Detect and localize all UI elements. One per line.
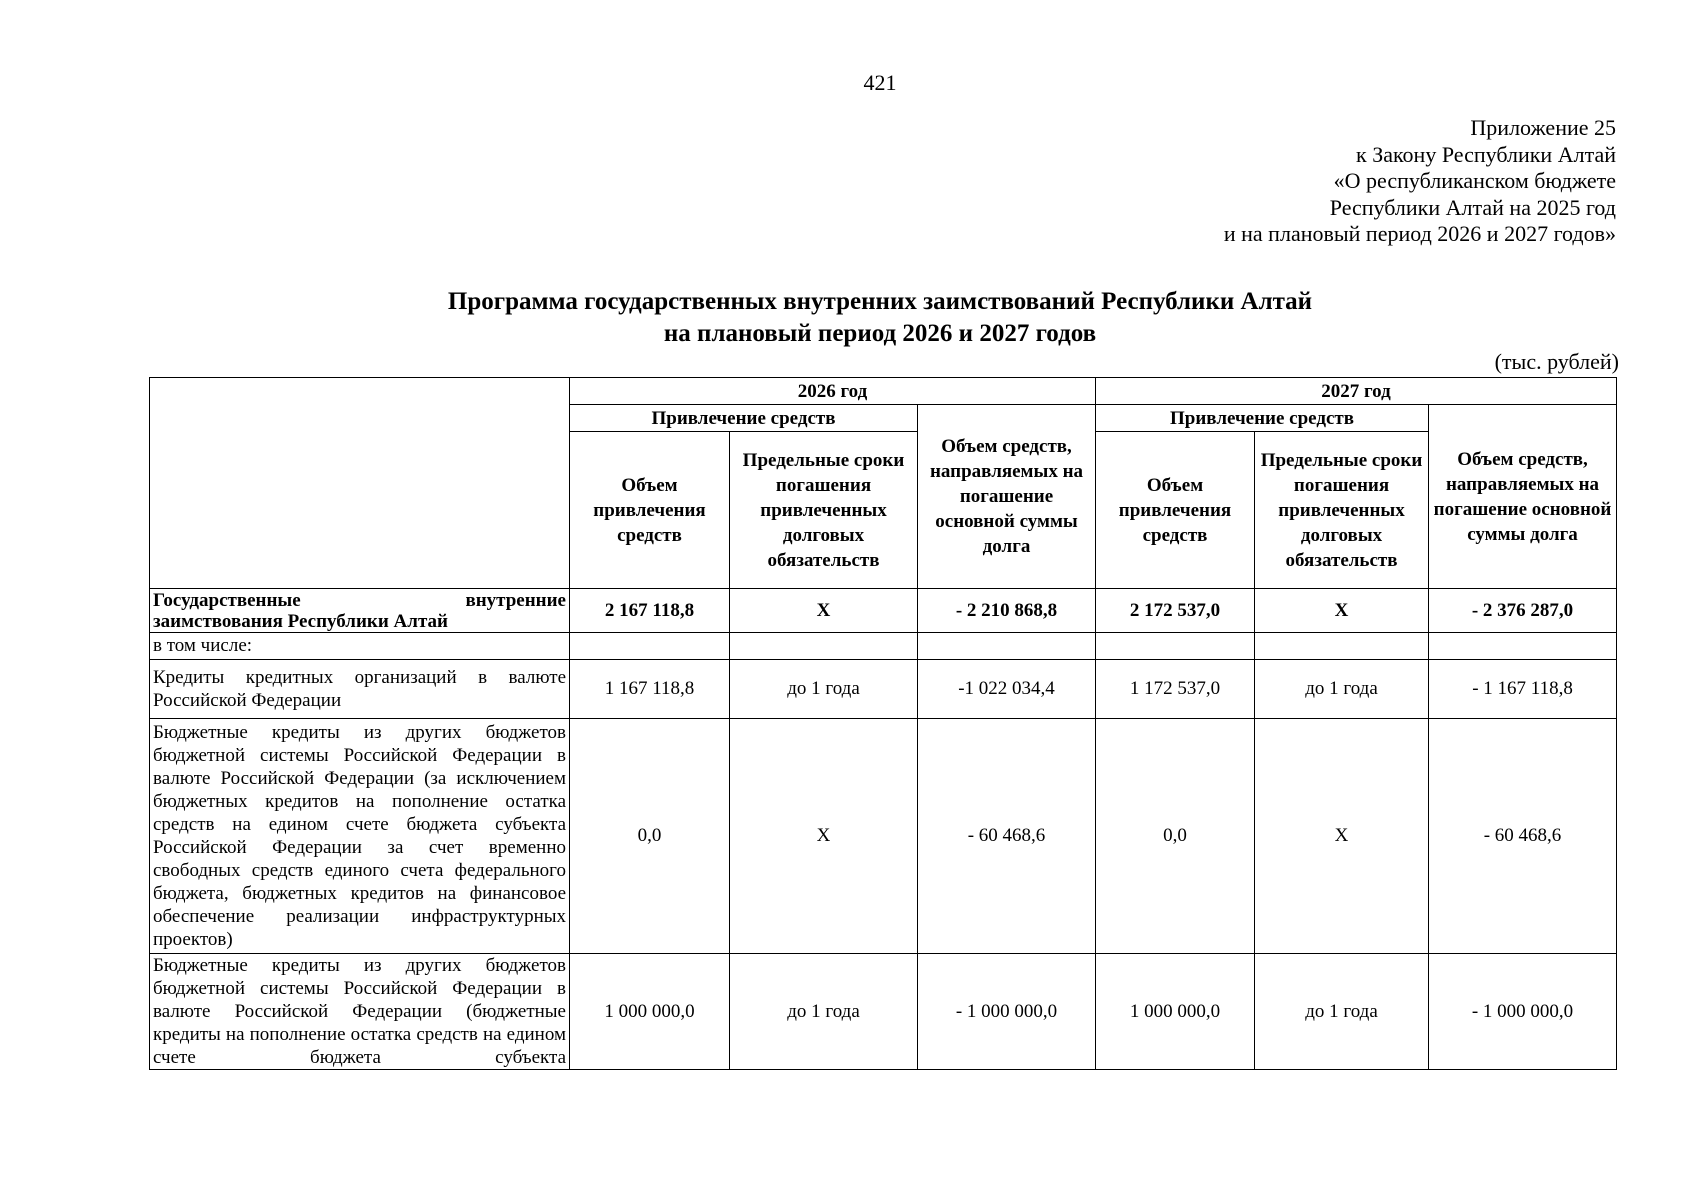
empty-cell (730, 633, 918, 660)
cell-terms-2027: до 1 года (1255, 954, 1429, 1070)
document-title (0, 286, 1698, 350)
appendix-line: и на плановый период 2026 и 2027 годов» (1223, 221, 1616, 246)
table-row-budget-credits (150, 719, 1617, 954)
header-volume-2027: Объем привлечения средств (1096, 432, 1255, 589)
title-line-1: Программа государственных внутренних заимствований Республики Алтай (447, 288, 1313, 315)
cell-terms-2027: Х (1255, 719, 1429, 954)
row-name-line: Государственные внутренние (153, 589, 566, 611)
title-line-2: на плановый период 2026 и 2027 годов (663, 320, 1097, 347)
cell-repayment-2026: - 1 000 000,0 (918, 954, 1096, 1070)
page-number: 421 (863, 70, 897, 95)
cell-volume-2027: 2 172 537,0 (1096, 589, 1255, 633)
appendix-line: к Закону Республики Алтай (1356, 141, 1616, 167)
header-empty-cell (150, 378, 570, 589)
header-year-2026: 2026 год (570, 378, 1096, 405)
appendix-line: Республики Алтай на 2025 год (1329, 194, 1616, 220)
cell-volume-2027: 0,0 (1096, 719, 1255, 954)
cell-volume-2027: 1 172 537,0 (1096, 660, 1255, 719)
row-name-cell: Бюджетные кредиты из других бюджетов бюджетной системы Российской Федерации в валюте Российской Федерации (бюджетные кредиты на пополнение остатка средств на едином счете бюджета субъекта (150, 954, 570, 1070)
cell-terms-2026: Х (730, 719, 918, 954)
cell-terms-2027: Х (1255, 589, 1429, 633)
cell-repayment-2027: - 2 376 287,0 (1429, 589, 1617, 633)
table-row-including (150, 633, 1617, 660)
empty-cell (1429, 633, 1617, 660)
borrowings-table (149, 377, 1617, 1070)
empty-cell (1096, 633, 1255, 660)
cell-volume-2026: 2 167 118,8 (570, 589, 730, 633)
empty-cell (918, 633, 1096, 660)
table-row-credit-organizations (150, 660, 1617, 719)
header-repayment-2027: Объем средств, направляемых на погашение основной суммы долга (1429, 405, 1617, 589)
header-attraction-2027: Привлечение средств (1096, 405, 1429, 432)
header-repayment-2026: Объем средств, направляемых на погашение основной суммы долга (918, 405, 1096, 589)
header-attraction-2026: Привлечение средств (570, 405, 918, 432)
header-terms-2026: Предельные сроки погашения привлеченных долговых обязательств (730, 432, 918, 589)
table-row-budget-credits-balance (150, 954, 1617, 1070)
cell-repayment-2026: -1 022 034,4 (918, 660, 1096, 719)
cell-terms-2026: до 1 года (730, 660, 918, 719)
row-name-cell: Кредиты кредитных организаций в валюте Российской Федерации (150, 660, 570, 719)
units-note: (тыс. рублей) (1494, 349, 1619, 374)
cell-volume-2027: 1 000 000,0 (1096, 954, 1255, 1070)
row-name-line: заимствования Республики Алтай (153, 610, 448, 632)
cell-repayment-2027: - 1 000 000,0 (1429, 954, 1617, 1070)
row-name-cell: в том числе: (150, 633, 570, 660)
header-volume-2026: Объем привлечения средств (570, 432, 730, 589)
row-name-cell: Бюджетные кредиты из других бюджетов бюджетной системы Российской Федерации в валюте Российской Федерации (за исключением бюджетных кредитов на пополнение остатка средств на едином счете бюджета субъекта Российской Федерации за счет временно свободных средств единого счета федерального бюджета, бюджетных кредитов на финансовое обеспечение реализации инфраструктурных проектов) (150, 719, 570, 954)
row-name-cell (150, 589, 570, 633)
header-terms-2027: Предельные сроки погашения привлеченных долговых обязательств (1255, 432, 1429, 589)
empty-cell (570, 633, 730, 660)
cell-repayment-2026: - 60 468,6 (918, 719, 1096, 954)
table-row-total (150, 589, 1617, 633)
cell-terms-2026: Х (730, 589, 918, 633)
cell-volume-2026: 1 000 000,0 (570, 954, 730, 1070)
cell-repayment-2027: - 1 167 118,8 (1429, 660, 1617, 719)
cell-volume-2026: 1 167 118,8 (570, 660, 730, 719)
cell-repayment-2026: - 2 210 868,8 (918, 589, 1096, 633)
appendix-line: Приложение 25 (1470, 115, 1616, 140)
cell-volume-2026: 0,0 (570, 719, 730, 954)
appendix-header (976, 115, 1616, 248)
header-year-2027: 2027 год (1096, 378, 1617, 405)
cell-terms-2027: до 1 года (1255, 660, 1429, 719)
appendix-line: «О республиканском бюджете (1333, 168, 1616, 193)
empty-cell (1255, 633, 1429, 660)
cell-terms-2026: до 1 года (730, 954, 918, 1070)
cell-repayment-2027: - 60 468,6 (1429, 719, 1617, 954)
